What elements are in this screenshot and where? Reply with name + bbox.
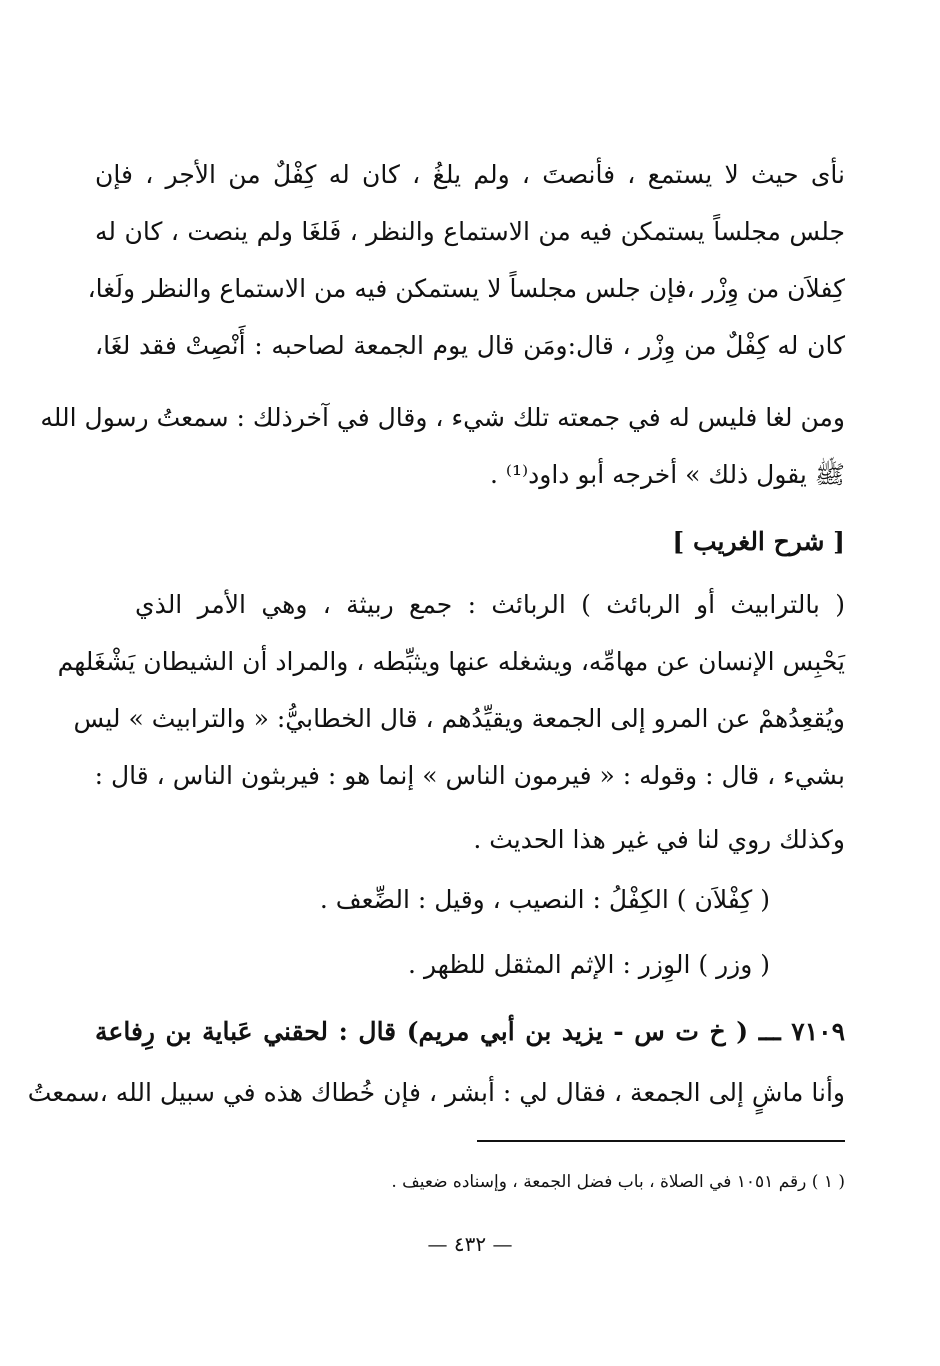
hadith-7109-line-2: وأنا ماشٍ إلى الجمعة ، فقال لي : أبشر ، فإن خُطاك هذه في سبيل الله ،سمعتُ — [27, 1078, 845, 1107]
body-line-1: نأى حيث لا يستمع ، فأنصتَ ، ولم يلغُ ، كان له كِفْلٌ من الأجر ، فإن — [95, 160, 845, 189]
section-heading-gharib: [ شرح الغريب ] — [672, 527, 845, 556]
page-number: — ٤٣٢ — — [427, 1232, 513, 1256]
definition-kiflan: ( كِفْلاَن ) الكِفْلُ : النصيب ، وقيل : الضِّعف . — [319, 885, 770, 914]
body-line-6: ﷺ يقول ذلك » أخرجه أبو داود⁽¹⁾ . — [489, 460, 845, 489]
footnote-separator — [477, 1140, 845, 1142]
definition-wizr: ( وزر ) الوِزر : الإثم المثقل للظهر . — [408, 950, 770, 979]
body-line-11: بشيء ، قال : وقوله : « فيرمون الناس » إنما هو : فيربثون الناس ، قال : — [94, 761, 845, 790]
body-line-5: ومن لغا فليس له في جمعته تلك شيء ، وقال في آخرذلك : سمعتُ رسول الله — [40, 403, 845, 432]
body-line-4: كان له كِفْلٌ من وِزْر ، قال:ومَن قال يوم الجمعة لصاحبه : أَنْصِتْ فقد لغَا، — [95, 331, 845, 360]
body-line-3: كِفلاَن من وِزْر ،فإن جلس مجلساً لا يستمكن فيه من الاستماع والنظر ولَغا، — [87, 274, 845, 303]
body-line-9: يَحْبِس الإنسان عن مهامِّه، ويشغله عنها ويثبِّطه ، والمراد أن الشيطان يَشْغَلهم — [57, 647, 845, 676]
body-line-8: ( بالترابيث أو الربائث ) الربائث : جمع ربيثة ، وهي الأمر الذي — [135, 590, 845, 619]
hadith-7109-line-1: ٧١٠٩ ـــ ( خ ت س - يزيد بن أبي مريم) قال : لحقني عَباية بن رِفاعة — [95, 1017, 845, 1046]
body-line-10: ويُقعِدُهمْ عن المرو إلى الجمعة ويقيِّدُهم ، قال الخطابيُّ: « والترابيث » ليس — [73, 704, 845, 733]
footnote-1: ( ١ ) رقم ١٠٥١ في الصلاة ، باب فضل الجمعة ، وإسناده ضعيف . — [391, 1172, 845, 1192]
body-line-12: وكذلك روي لنا في غير هذا الحديث . — [473, 825, 845, 854]
body-line-2: جلس مجلساً يستمكن فيه من الاستماع والنظر ، فَلغَا ولم ينصت ، كان له — [95, 217, 845, 246]
